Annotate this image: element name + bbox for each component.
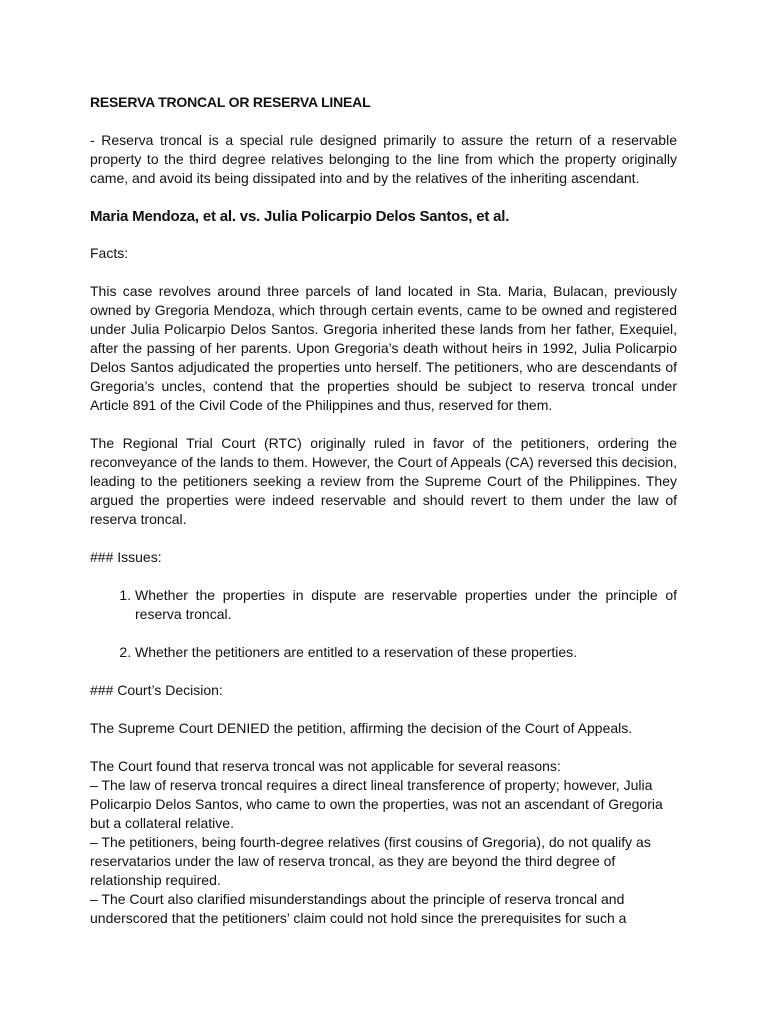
decision-paragraph: The Supreme Court DENIED the petition, affirming the decision of the Court of Appeals. (90, 720, 633, 736)
reason-item: – The Court also clarified misunderstandings about the principle of reserva troncal and underscored that the petitioners’ claim could not hold since the prerequisites for such a (90, 891, 627, 926)
reason-item: – The law of reserva troncal requires a direct lineal transference of property; however, Julia Policarpio Delos Santos, who came to own the properties, was not an ascendant of Gregoria but a collateral relative. (90, 777, 663, 831)
document-title: RESERVA TRONCAL OR RESERVA LINEAL (90, 94, 371, 110)
facts-heading: Facts: (90, 245, 129, 261)
issues-heading: ### Issues: (90, 549, 162, 565)
issues-list (90, 586, 677, 662)
facts-paragraph-1: This case revolves around three parcels of land located in Sta. Maria, Bulacan, previously owned by Gregoria Mendoza, which through certain events, came to be owned and registered under Julia Policarpio Delos Santos. Gregoria inherited these lands from her father, Exequiel, after the passing of her parents. Upon Gregoria’s death without heirs in 1992, Julia Policarpio Delos Santos adjudicated the properties unto herself. The petitioners, who are descendants of Gregoria’s uncles, contend that the properties should be subject to reserva troncal under Article 891 of the Civil Code of the Philippines and thus, reserved for them. (90, 283, 677, 413)
reason-item: – The petitioners, being fourth-degree relatives (first cousins of Gregoria), do not qualify as reservatarios under the law of reserva troncal, as they are beyond the third degree of relationship required. (90, 834, 651, 888)
intro-paragraph: - Reserva troncal is a special rule designed primarily to assure the return of a reservable property to the third degree relatives belonging to the line from which the property originally came, and avoid its being dissipated into and by the relatives of the inheriting ascendant. (90, 132, 677, 186)
case-title: Maria Mendoza, et al. vs. Julia Policarpio Delos Santos, et al. (90, 208, 510, 225)
facts-paragraph-2: The Regional Trial Court (RTC) originally ruled in favor of the petitioners, ordering the reconveyance of the lands to them. However, the Court of Appeals (CA) reversed this decision, leading to the petitioners seeking a review from the Supreme Court of the Philippines. They argued the properties were indeed reservable and should revert to them under the law of reserva troncal. (90, 435, 677, 527)
document-page (90, 93, 677, 928)
list-item: 1. Whether the properties in dispute are reservable properties under the principle of reserva troncal. (135, 586, 677, 624)
list-item: 2. Whether the petitioners are entitled to a reservation of these properties. (135, 643, 677, 662)
reasons-intro: The Court found that reserva troncal was not applicable for several reasons: (90, 758, 561, 774)
decision-heading: ### Court’s Decision: (90, 682, 223, 698)
